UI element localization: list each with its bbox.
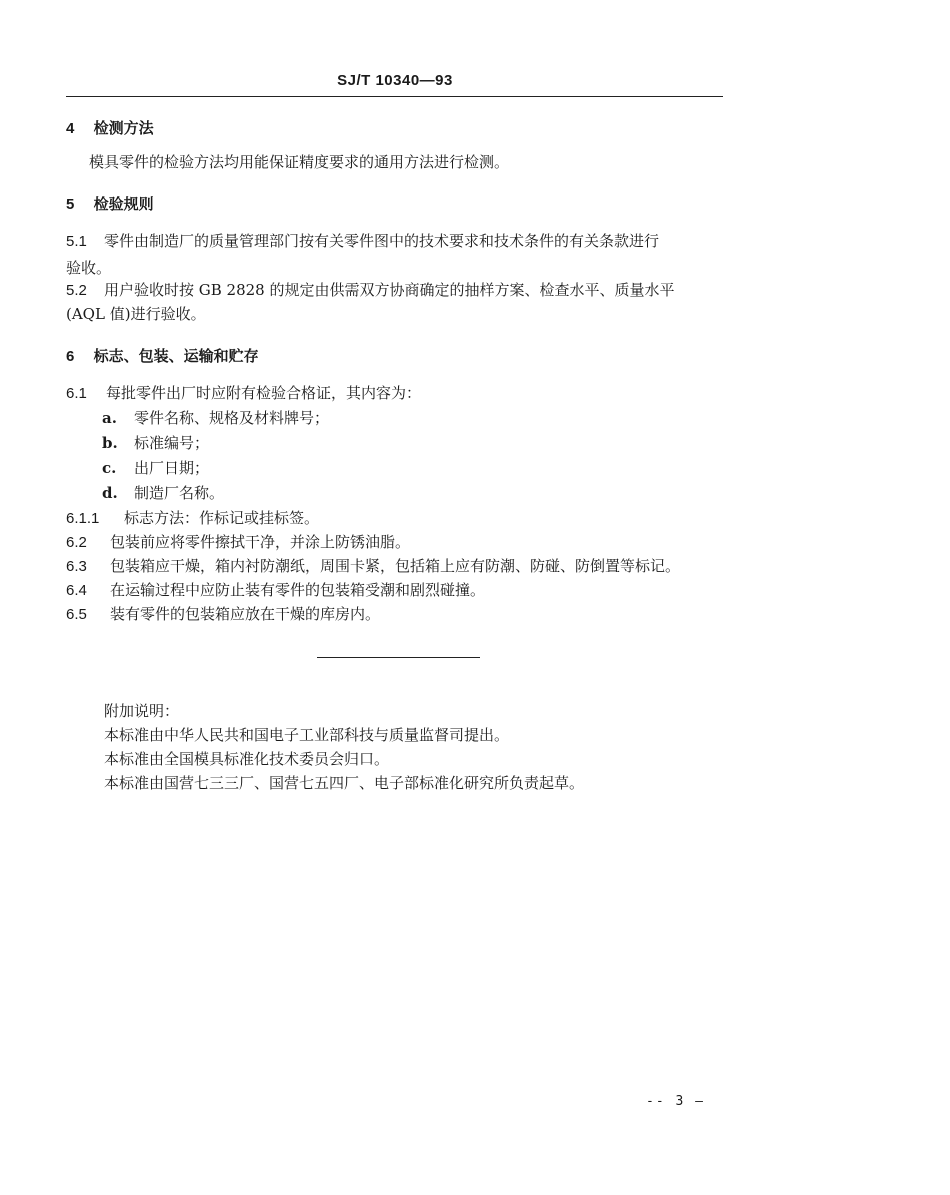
list-item [102, 408, 329, 428]
clause-6-1 [66, 383, 421, 404]
section-4-heading [66, 118, 154, 139]
clause-6-5 [66, 604, 380, 625]
list-item [102, 483, 224, 503]
list-marker: c. [102, 459, 117, 477]
section-5-heading [66, 194, 154, 215]
clause-5-2-continued: (AQL 值)进行验收。 [66, 305, 206, 323]
clause-text: 包装前应将零件擦拭干净，并涂上防锈油脂。 [110, 533, 411, 551]
clause-number: 6.2 [66, 534, 87, 551]
page-number: -- 3 — [646, 1094, 705, 1109]
header-rule [66, 96, 723, 97]
clause-text: 用户验收时按 GB 2828 的规定由供需双方协商确定的抽样方案、检查水平、质量水平 [104, 281, 675, 299]
section-4-text: 模具零件的检验方法均用能保证精度要求的通用方法进行检测。 [89, 153, 510, 171]
section-title: 标志、包装、运输和贮存 [93, 347, 259, 365]
notes-title: 附加说明： [104, 702, 180, 720]
clause-number: 6.1 [66, 385, 87, 402]
list-item [102, 433, 209, 453]
clause-6-1-1 [66, 508, 319, 529]
list-item-text: 零件名称、规格及材料牌号； [134, 409, 330, 427]
clause-6-3 [66, 556, 680, 577]
section-6-heading [66, 346, 259, 367]
list-item-text: 出厂日期； [134, 459, 210, 477]
list-item-text: 制造厂名称。 [134, 484, 225, 502]
clause-6-2 [66, 532, 410, 553]
clause-number: 6.4 [66, 582, 87, 599]
clause-text: 标志方法：作标记或挂标签。 [124, 509, 320, 527]
notes-line: 本标准由中华人民共和国电子工业部科技与质量监督司提出。 [104, 726, 510, 744]
list-item-text: 标准编号； [134, 434, 210, 452]
clause-5-1-continued: 验收。 [66, 259, 112, 277]
clause-5-2 [66, 280, 675, 301]
section-title: 检测方法 [93, 119, 154, 137]
clause-text: 包装箱应干燥，箱内衬防潮纸，周围卡紧，包括箱上应有防潮、防碰、防倒置等标记。 [110, 557, 681, 575]
notes-line: 本标准由全国模具标准化技术委员会归口。 [104, 750, 390, 768]
list-item [102, 458, 209, 478]
clause-number: 6.3 [66, 558, 87, 575]
clause-text: 零件由制造厂的质量管理部门按有关零件图中的技术要求和技术条件的有关条款进行 [104, 232, 660, 250]
clause-text: 每批零件出厂时应附有检验合格证，其内容为： [106, 384, 422, 402]
section-number: 6 [66, 348, 75, 365]
list-marker: d. [102, 484, 118, 502]
notes-line: 本标准由国营七三三厂、国营七五四厂、电子部标准化研究所负责起草。 [104, 774, 585, 792]
section-number: 4 [66, 120, 75, 137]
clause-5-1 [66, 231, 659, 252]
clause-number: 6.1.1 [66, 510, 100, 527]
clause-number: 5.2 [66, 282, 87, 299]
clause-text: 在运输过程中应防止装有零件的包装箱受潮和剧烈碰撞。 [110, 581, 486, 599]
list-marker: b. [102, 434, 118, 452]
clause-number: 6.5 [66, 606, 87, 623]
clause-text: 装有零件的包装箱应放在干燥的库房内。 [110, 605, 381, 623]
section-number: 5 [66, 196, 75, 213]
list-marker: a. [102, 409, 117, 427]
standard-code-header: SJ/T 10340—93 [337, 72, 453, 89]
section-title: 检验规则 [93, 195, 154, 213]
clause-6-4 [66, 580, 485, 601]
clause-number: 5.1 [66, 233, 87, 250]
end-of-text-rule [317, 657, 480, 658]
